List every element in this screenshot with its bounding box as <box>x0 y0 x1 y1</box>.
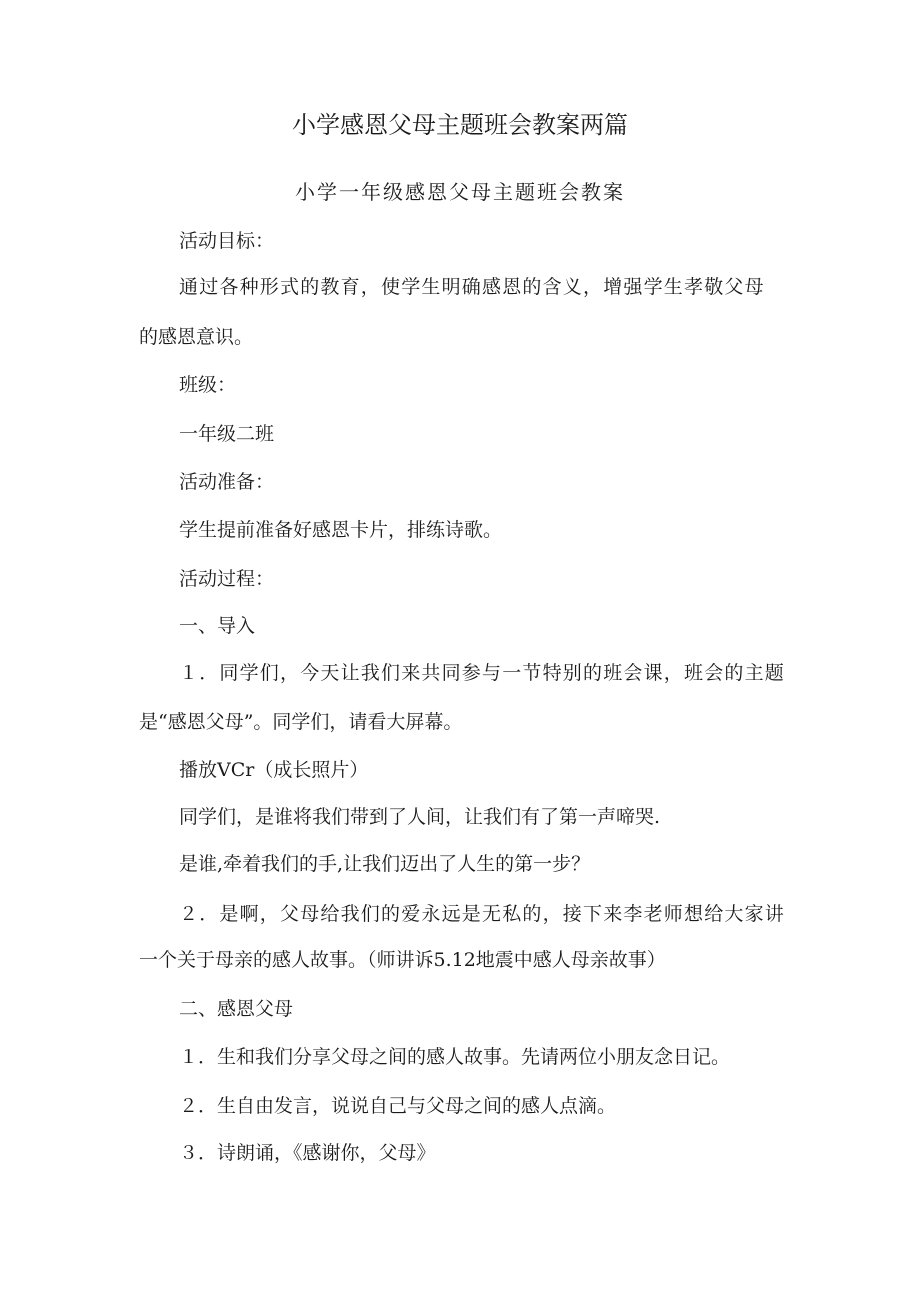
paragraph-line: 播放VCr（成长照片） <box>179 759 369 781</box>
paragraph-line: １．生和我们分享父母之间的感人故事。先请两位小朋友念日记。 <box>179 1046 731 1068</box>
document-title: 小学感恩父母主题班会教案两篇 <box>292 111 628 139</box>
paragraph-line: ３．诗朗诵，《感谢你，父母》 <box>179 1142 436 1164</box>
paragraph-line: 学生提前准备好感恩卡片，排练诗歌。 <box>179 519 503 541</box>
paragraph-line: 的感恩意识。 <box>139 326 254 348</box>
paragraph-line: １．同学们，今天让我们来共同参与一节特别的班会课，班会的主题 <box>179 662 786 684</box>
section-heading: 二、感恩父母 <box>179 998 294 1020</box>
heading-activity-prep: 活动准备： <box>179 471 275 493</box>
heading-activity-goal: 活动目标： <box>179 230 275 252</box>
paragraph-line: 同学们，是谁将我们带到了人间，让我们有了第一声啼哭. <box>179 806 661 828</box>
section-heading: 一、导入 <box>179 615 256 637</box>
paragraph-line: 通过各种形式的教育，使学生明确感恩的含义，增强学生孝敬父母 <box>179 276 765 298</box>
paragraph-line: 一年级二班 <box>179 423 275 445</box>
paragraph-line: ２．生自由发言，说说自己与父母之间的感人点滴。 <box>179 1095 617 1117</box>
paragraph-line: 是谁,牵着我们的手,让我们迈出了人生的第一步？ <box>179 853 591 875</box>
document-subtitle: 小学一年级感恩父母主题班会教案 <box>295 180 625 204</box>
paragraph-line: 一个关于母亲的感人故事。（师讲诉5.12地震中感人母亲故事） <box>139 949 666 971</box>
heading-activity-process: 活动过程： <box>179 568 275 590</box>
paragraph-line: 是“感恩父母”。同学们，请看大屏幕。 <box>139 711 463 733</box>
heading-class: 班级： <box>179 374 237 396</box>
paragraph-line: ２．是啊，父母给我们的爱永远是无私的，接下来李老师想给大家讲 <box>179 903 786 925</box>
